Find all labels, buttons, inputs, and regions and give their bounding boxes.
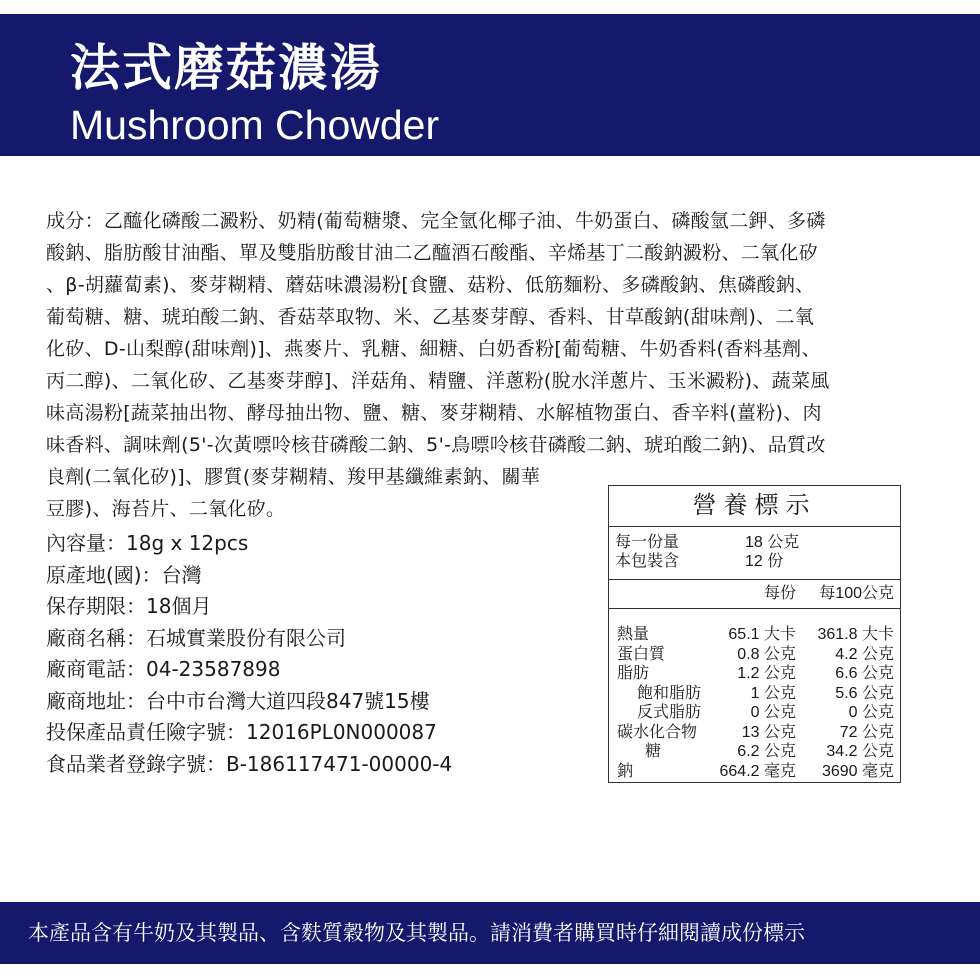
nutrient-per-100g: 0 公克 xyxy=(848,704,894,721)
product-title-chinese: 法式磨菇濃湯 xyxy=(70,39,382,97)
nutrient-name: 熱量 xyxy=(617,626,650,643)
nutrition-facts-table xyxy=(608,485,901,783)
nutrition-rows xyxy=(609,609,900,781)
nutrient-name: 飽和脂肪 xyxy=(637,684,702,702)
nutrient-name: 糖 xyxy=(645,743,662,760)
nutrient-per-serving: 6.2 公克 xyxy=(737,743,796,760)
nutrient-per-100g: 361.8 大卡 xyxy=(817,626,894,643)
nutrient-name: 反式脂肪 xyxy=(637,704,702,721)
nutrient-name: 碳水化合物 xyxy=(617,723,698,741)
nutrient-per-100g: 3690 毫克 xyxy=(821,762,894,780)
nutrient-per-100g: 6.6 公克 xyxy=(835,665,894,682)
nutrient-name: 脂肪 xyxy=(617,665,650,682)
ingredients-line: 酸鈉、脂肪酸甘油酯、單及雙脂肪酸甘油二乙醯酒石酸酯、辛烯基丁二酸鈉澱粉、二氧化矽 xyxy=(46,242,819,264)
nutrient-per-100g: 72 公克 xyxy=(839,723,894,741)
food-registration-number: 食品業者登錄字號：B-186117471-00000-4 xyxy=(46,751,453,776)
manufacturer-phone: 廠商電話：04-23587898 xyxy=(46,657,281,681)
nutrient-per-serving: 0 公克 xyxy=(750,704,796,721)
servings-per-pack-label: 本包裝含 xyxy=(615,553,680,570)
nutrition-row-protein xyxy=(609,645,900,665)
per-serving-header: 每份 xyxy=(763,585,796,602)
servings-per-pack-value: 12 份 xyxy=(745,553,784,570)
nutrient-per-serving: 664.2 毫克 xyxy=(719,762,796,780)
nutrient-per-serving: 1 公克 xyxy=(750,684,796,702)
nutrition-row-sodium xyxy=(609,762,900,782)
nutrient-per-100g: 34.2 公克 xyxy=(826,743,894,760)
nutrition-row-energy xyxy=(609,625,900,645)
nutrition-row-trans-fat xyxy=(609,703,900,723)
nutrient-per-serving: 1.2 公克 xyxy=(737,665,796,682)
ingredients-line: 味高湯粉[蔬菜抽出物、酵母抽出物、鹽、糖、麥芽糊精、水解植物蛋白、香辛料(薑粉)、肉 xyxy=(46,402,822,424)
nutrient-per-100g: 4.2 公克 xyxy=(835,645,894,663)
ingredients-section xyxy=(46,205,926,525)
net-content: 內容量：18g x 12pcs xyxy=(46,531,249,555)
insurance-number: 投保產品責任險字號：12016PL0N000087 xyxy=(46,720,437,744)
ingredients-line: 味香料、調味劑(5'-次黃嘌呤核苷磷酸二鈉、5'-鳥嘌呤核苷磷酸二鈉、琥珀酸二鈉)、品質改 xyxy=(46,434,826,456)
ingredients-line: 豆膠)、海苔片、二氧化矽。 xyxy=(46,498,286,520)
nutrient-per-serving: 13 公克 xyxy=(741,723,796,741)
product-title-english: Mushroom Chowder xyxy=(70,102,440,148)
nutrient-name: 鈉 xyxy=(617,762,634,780)
nutrient-name: 蛋白質 xyxy=(617,645,666,663)
ingredients-line: 成分：乙醯化磷酸二澱粉、奶精(葡萄糖漿、完全氫化椰子油、牛奶蛋白、磷酸氫二鉀、多磷 xyxy=(46,210,826,232)
manufacturer-address: 廠商地址：台中市台灣大道四段847號15樓 xyxy=(46,688,430,713)
nutrient-per-serving: 0.8 公克 xyxy=(737,645,796,663)
ingredients-line: 良劑(二氧化矽)]、膠質(麥芽糊精、羧甲基纖維素鈉、關華 xyxy=(46,466,541,488)
product-info-list xyxy=(46,528,606,780)
ingredients-line: 葡萄糖、糖、琥珀酸二鈉、香菇萃取物、米、乙基麥芽醇、香料、甘草酸鈉(甜味劑)、二氧 xyxy=(46,306,815,328)
nutrition-title: 營養標示 xyxy=(692,492,817,519)
manufacturer-name: 廠商名稱：石城實業股份有限公司 xyxy=(46,625,346,650)
ingredients-line: 丙二醇)、二氧化矽、乙基麥芽醇]、洋菇角、精鹽、洋蔥粉(脫水洋蔥片、玉米澱粉)、蔬菜風 xyxy=(46,370,830,392)
shelf-life: 保存期限：18個月 xyxy=(46,594,212,618)
serving-info xyxy=(609,526,900,579)
allergen-notice-text: 本產品含有牛奶及其製品、含麩質穀物及其製品。請消費者購買時仔細閱讀成份標示 xyxy=(28,921,805,945)
serving-size-label: 每一份量 xyxy=(615,534,680,551)
ingredients-line: 、β-胡蘿蔔素)、麥芽糊精、蘑菇味濃湯粉[食鹽、菇粉、低筋麵粉、多磷酸鈉、焦磷酸鈉、 xyxy=(46,274,815,296)
allergen-notice-banner xyxy=(0,902,980,964)
serving-size-value: 18 公克 xyxy=(745,534,800,551)
nutrition-row-fat xyxy=(609,664,900,684)
ingredients-line: 化矽、D-山梨醇(甜味劑)]、燕麥片、乳糖、細糖、白奶香粉[葡萄糖、牛奶香料(香料基劑、 xyxy=(46,338,821,360)
per-100g-header: 每100公克 xyxy=(819,585,894,602)
nutrient-per-serving: 65.1 大卡 xyxy=(728,626,796,643)
nutrition-column-headers xyxy=(609,579,900,609)
nutrition-row-carbohydrate xyxy=(609,723,900,743)
nutrition-row-sugar xyxy=(609,742,900,762)
origin-country: 原產地(國)：台灣 xyxy=(46,562,202,587)
nutrient-per-100g: 5.6 公克 xyxy=(835,684,894,702)
nutrition-row-saturated-fat xyxy=(609,684,900,704)
header-banner xyxy=(0,14,980,156)
